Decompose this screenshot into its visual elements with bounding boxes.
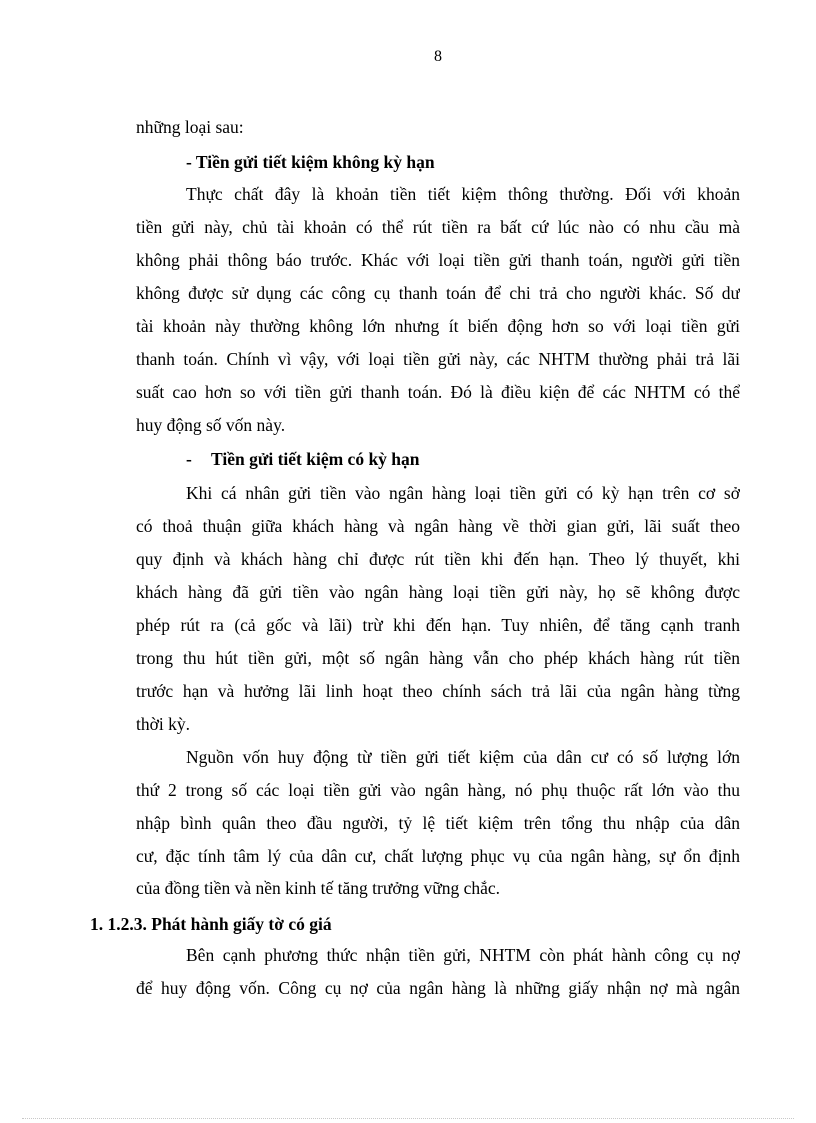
paragraph-line: trước hạn và hưởng lãi linh hoạt theo chính sách trả lãi của ngân hàng từng [136,681,740,701]
paragraph-line: khách hàng đã gửi tiền vào ngân hàng loại tiền gửi này, họ sẽ không được [136,582,740,602]
paragraph-line: Thực chất đây là khoản tiền tiết kiệm thông thường. Đối với khoản [186,184,740,204]
section-heading-dash: - [186,449,192,469]
paragraph-line: phép rút ra (cả gốc và lãi) trừ khi đến hạn. Tuy nhiên, để tăng cạnh tranh [136,615,740,635]
paragraph-line: không được sử dụng các công cụ thanh toán để chi trả cho người khác. Số dư [136,283,740,303]
paragraph-line: thứ 2 trong số các loại tiền gửi vào ngân hàng, nó phụ thuộc rất lớn vào thu [136,780,740,800]
footer-divider [22,1118,794,1119]
paragraph-line: suất cao hơn so với tiền gửi thanh toán. Đó là điều kiện để các NHTM có thể [136,382,740,402]
paragraph-line: của đồng tiền và nền kinh tế tăng trưởng vững chắc. [136,878,501,898]
page-number: 8 [434,48,442,65]
text-line: những loại sau: [136,117,244,137]
paragraph-line: tiền gửi này, chủ tài khoản có thể rút tiền ra bất cứ lúc nào có nhu cầu mà [136,217,740,237]
paragraph-line: để huy động vốn. Công cụ nợ của ngân hàng là những giấy nhận nợ mà ngân [136,978,740,998]
section-heading: Tiền gửi tiết kiệm có kỳ hạn [211,449,420,469]
paragraph-line: tài khoản này thường không lớn nhưng ít biến động hơn so với loại tiền gửi [136,316,740,336]
paragraph-line: thời kỳ. [136,714,190,734]
paragraph-line: Bên cạnh phương thức nhận tiền gửi, NHTM còn phát hành công cụ nợ [186,945,740,965]
paragraph-line: không phải thông báo trước. Khác với loại tiền gửi thanh toán, người gửi tiền [136,250,740,270]
paragraph-line: Nguồn vốn huy động từ tiền gửi tiết kiệm của dân cư có số lượng lớn [186,747,740,767]
paragraph-line: Khi cá nhân gửi tiền vào ngân hàng loại tiền gửi có kỳ hạn trên cơ sở [186,483,740,503]
paragraph-line: cư, đặc tính tâm lý của dân cư, chất lượng phục vụ của ngân hàng, sự ổn định [136,846,740,866]
paragraph-line: thanh toán. Chính vì vậy, với loại tiền gửi này, các NHTM thường phải trả lãi [136,349,740,369]
subsection-heading: 1. 1.2.3. Phát hành giấy tờ có giá [90,914,332,934]
paragraph-line: huy động số vốn này. [136,415,286,435]
paragraph-line: nhập bình quân theo đầu người, tỷ lệ tiết kiệm trên tổng thu nhập của dân [136,813,740,833]
section-heading: - Tiền gửi tiết kiệm không kỳ hạn [186,152,435,172]
paragraph-line: quy định và khách hàng chỉ được rút tiền khi đến hạn. Theo lý thuyết, khi [136,549,740,569]
paragraph-line: trong thu hút tiền gửi, một số ngân hàng vẫn cho phép khách hàng rút tiền [136,648,740,668]
paragraph-line: có thoả thuận giữa khách hàng và ngân hàng về thời gian gửi, lãi suất theo [136,516,740,536]
